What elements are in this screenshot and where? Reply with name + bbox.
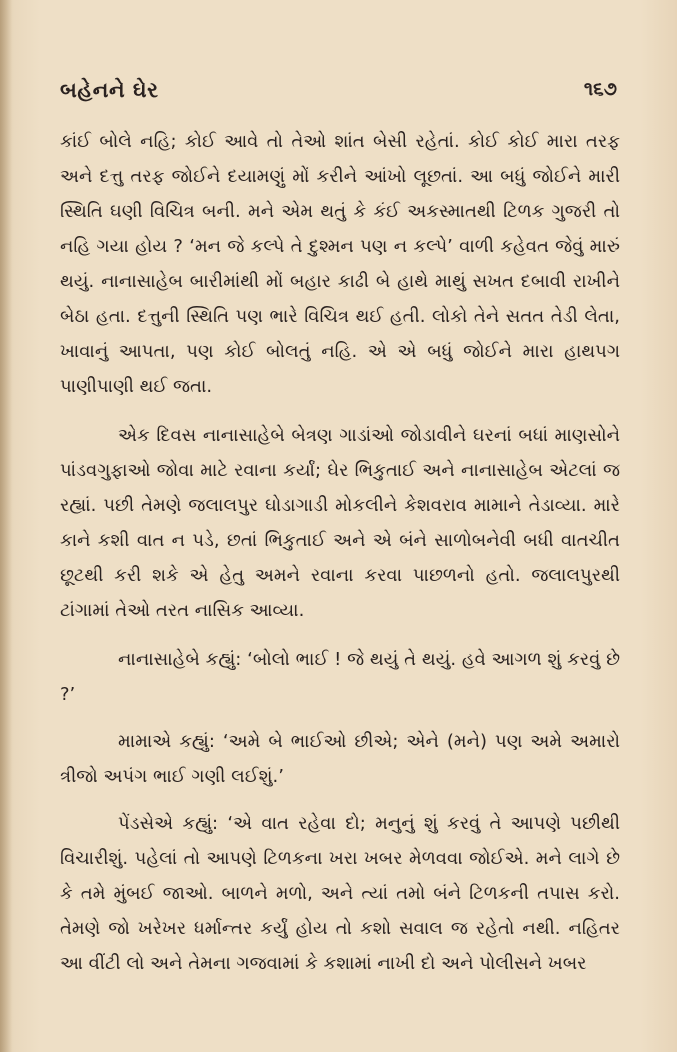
binding-shadow — [0, 0, 12, 1052]
paragraph: મામાએ કહ્યું: ‘અમે બે ભાઈઓ છીએ; એને (મને) પણ અમે અમારો ત્રીજો અપંગ ભાઈ ગણી લઈશું.’ — [60, 731, 620, 787]
body-text — [60, 124, 620, 981]
running-title: બહેનને ઘેર — [60, 78, 159, 102]
page-number: ૧૬૭ — [583, 78, 617, 100]
paragraph: એક દિવસ નાનાસાહેબે બેત્રણ ગાડાંઓ જોડાવીને ઘરનાં બધાં માણસોને પાંડવગુફાઓ જોવા માટે રવાના કર્યાં; ઘેર ભિકુતાઈ અને નાનાસાહેબ એટલાં જ રહ્યાં. પછી તેમણે જલાલપુર ઘોડાગાડી મોકલીને કેશવરાવ મામાને તેડાવ્યા. મારે કાને કશી વાત ન પડે, છતાં ભિકુતાઈ અને એ બંને સાળોબનેવી બધી વાતચીત છૂટથી કરી શકે એ હેતુ અમને રવાના કરવા પાછળનો હતો. જલાલપુરથી ટાંગામાં તેઓ તરત નાસિક આવ્યા. — [60, 425, 620, 621]
paragraph: નાનાસાહેબે કહ્યું: ‘બોલો ભાઈ ! જે થયું તે થયું. હવે આગળ શું કરવું છે ?’ — [60, 649, 620, 705]
paragraph: કાંઈ બોલે નહિ; કોઈ આવે તો તેઓ શાંત બેસી રહેતાં. કોઈ કોઈ મારા તરફ અને દત્તુ તરફ જોઈને દયામણું મોં કરીને આંખો લૂછતાં. આ બધું જોઈને મારી સ્થિતિ ઘણી વિચિત્ર બની. મને એમ થતું કે કંઈ અકસ્માતથી ટિળક ગુજરી તો નહિ ગયા હોય ? ‘મન જે કલ્પે તે દુશ્મન પણ ન કલ્પે’ વાળી કહેવત જેવું મારું થયું. નાનાસાહેબ બારીમાંથી મોં બહાર કાઢી બે હાથે માથું સખત દબાવી રાખીને બેઠા હતા. દત્તુની સ્થિતિ પણ ભારે વિચિત્ર થઈ હતી. લોકો તેને સતત તેડી લેતા, ખાવાનું આપતા, પણ કોઈ બોલતું નહિ. એ એ બધું જોઈને મારા હાથપગ પાણીપાણી થઈ જતા. — [60, 131, 620, 397]
paragraph: પેંડસેએ કહ્યું: ‘એ વાત રહેવા દો; મનુનું શું કરવું તે આપણે પછીથી વિચારીશું. પહેલાં તો આપણે ટિળકના ખરા ખબર મેળવવા જોઈએ. મને લાગે છે કે તમે મુંબઈ જાઓ. બાળને મળો, અને ત્યાં તમો બંને ટિળકની તપાસ કરો. તેમણે જો ખરેખર ધર્માન્તર કર્યું હોય તો કશો સવાલ જ રહેતો નથી. નહિતર આ વીંટી લો અને તેમના ગજવામાં કે કશામાં નાખી દો અને પોલીસને ખબર — [60, 813, 620, 974]
